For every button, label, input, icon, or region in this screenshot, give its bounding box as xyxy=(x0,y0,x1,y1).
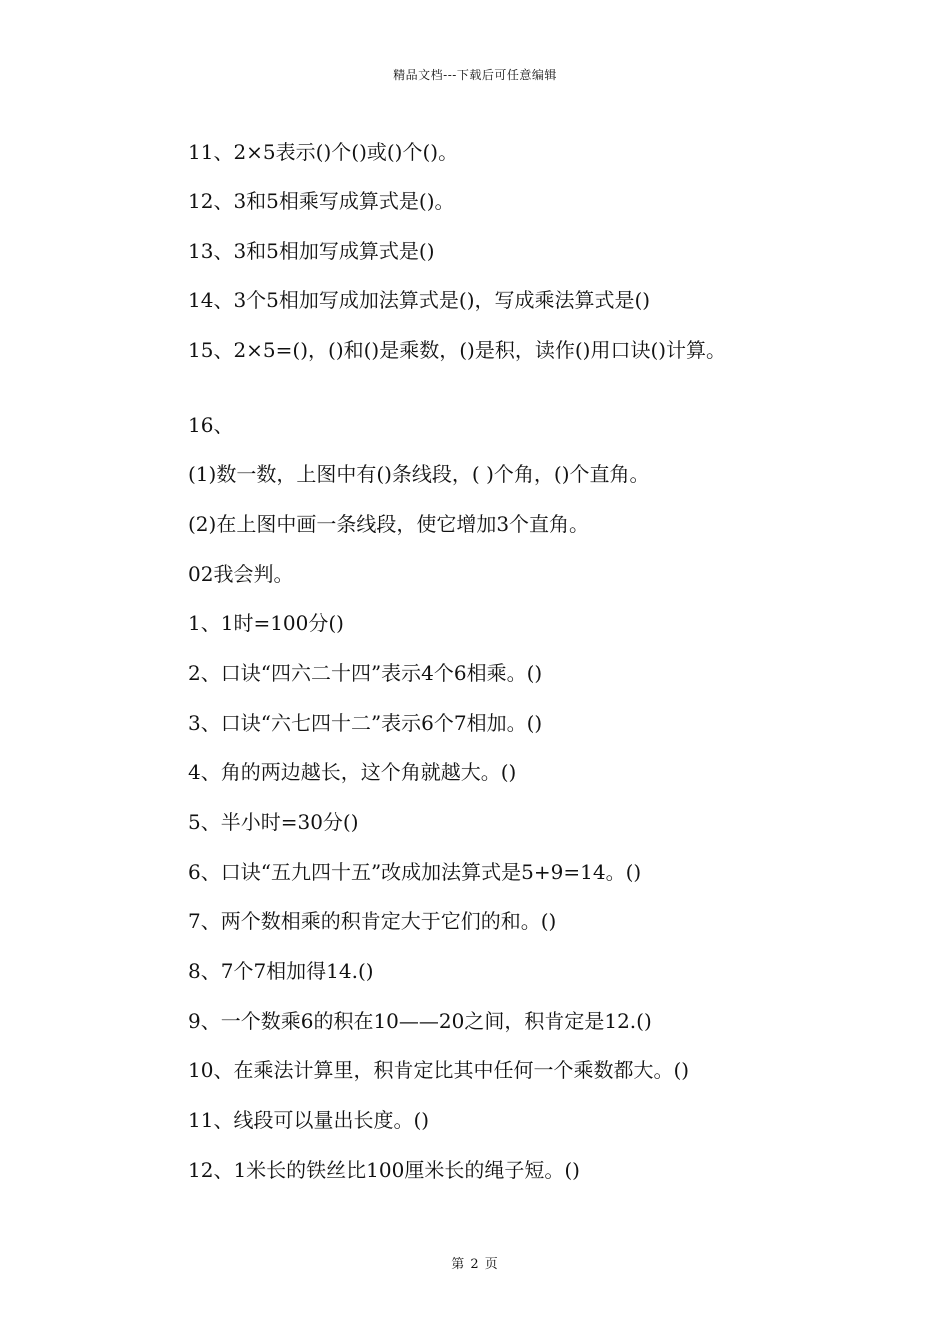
judge-question-12: 12、1米长的铁丝比100厘米长的绳子短。() xyxy=(188,1158,580,1182)
judge-question-11: 11、线段可以量出长度。() xyxy=(188,1108,430,1132)
section-heading-judge: 02我会判。 xyxy=(188,562,294,586)
judge-question-3: 3、口诀“六七四十二”表示6个7相加。() xyxy=(188,711,543,735)
judge-question-7: 7、两个数相乘的积肯定大于它们的和。() xyxy=(188,909,557,933)
judge-question-1: 1、1时=100分() xyxy=(188,611,344,635)
question-16-part-2: (2)在上图中画一条线段，使它增加3个直角。 xyxy=(188,512,590,536)
question-fill-14: 14、3个5相加写成加法算式是()，写成乘法算式是() xyxy=(188,288,651,312)
judge-question-8: 8、7个7相加得14.() xyxy=(188,959,374,983)
judge-question-6: 6、口诀“五九四十五”改成加法算式是5+9=14。() xyxy=(188,860,642,884)
judge-question-10: 10、在乘法计算里，积肯定比其中任何一个乘数都大。() xyxy=(188,1058,690,1082)
judge-question-5: 5、半小时=30分() xyxy=(188,810,359,834)
question-fill-15: 15、2×5=()，()和()是乘数，()是积，读作()用口诀()计算。 xyxy=(188,338,727,362)
judge-question-4: 4、角的两边越长，这个角就越大。() xyxy=(188,760,517,784)
question-fill-12: 12、3和5相乘写成算式是()。 xyxy=(188,189,455,213)
judge-question-2: 2、口诀“四六二十四”表示4个6相乘。() xyxy=(188,661,543,685)
question-fill-13: 13、3和5相加写成算式是() xyxy=(188,239,435,263)
question-fill-16: 16、 xyxy=(188,413,234,437)
question-16-part-1: (1)数一数，上图中有()条线段，( )个角，()个直角。 xyxy=(188,462,650,486)
judge-question-9: 9、一个数乘6的积在10——20之间，积肯定是12.() xyxy=(188,1009,652,1033)
page-header: 精品文档---下载后可任意编辑 xyxy=(393,68,557,82)
question-fill-11: 11、2×5表示()个()或()个()。 xyxy=(188,140,459,164)
page-number: 第 2 页 xyxy=(451,1257,499,1272)
